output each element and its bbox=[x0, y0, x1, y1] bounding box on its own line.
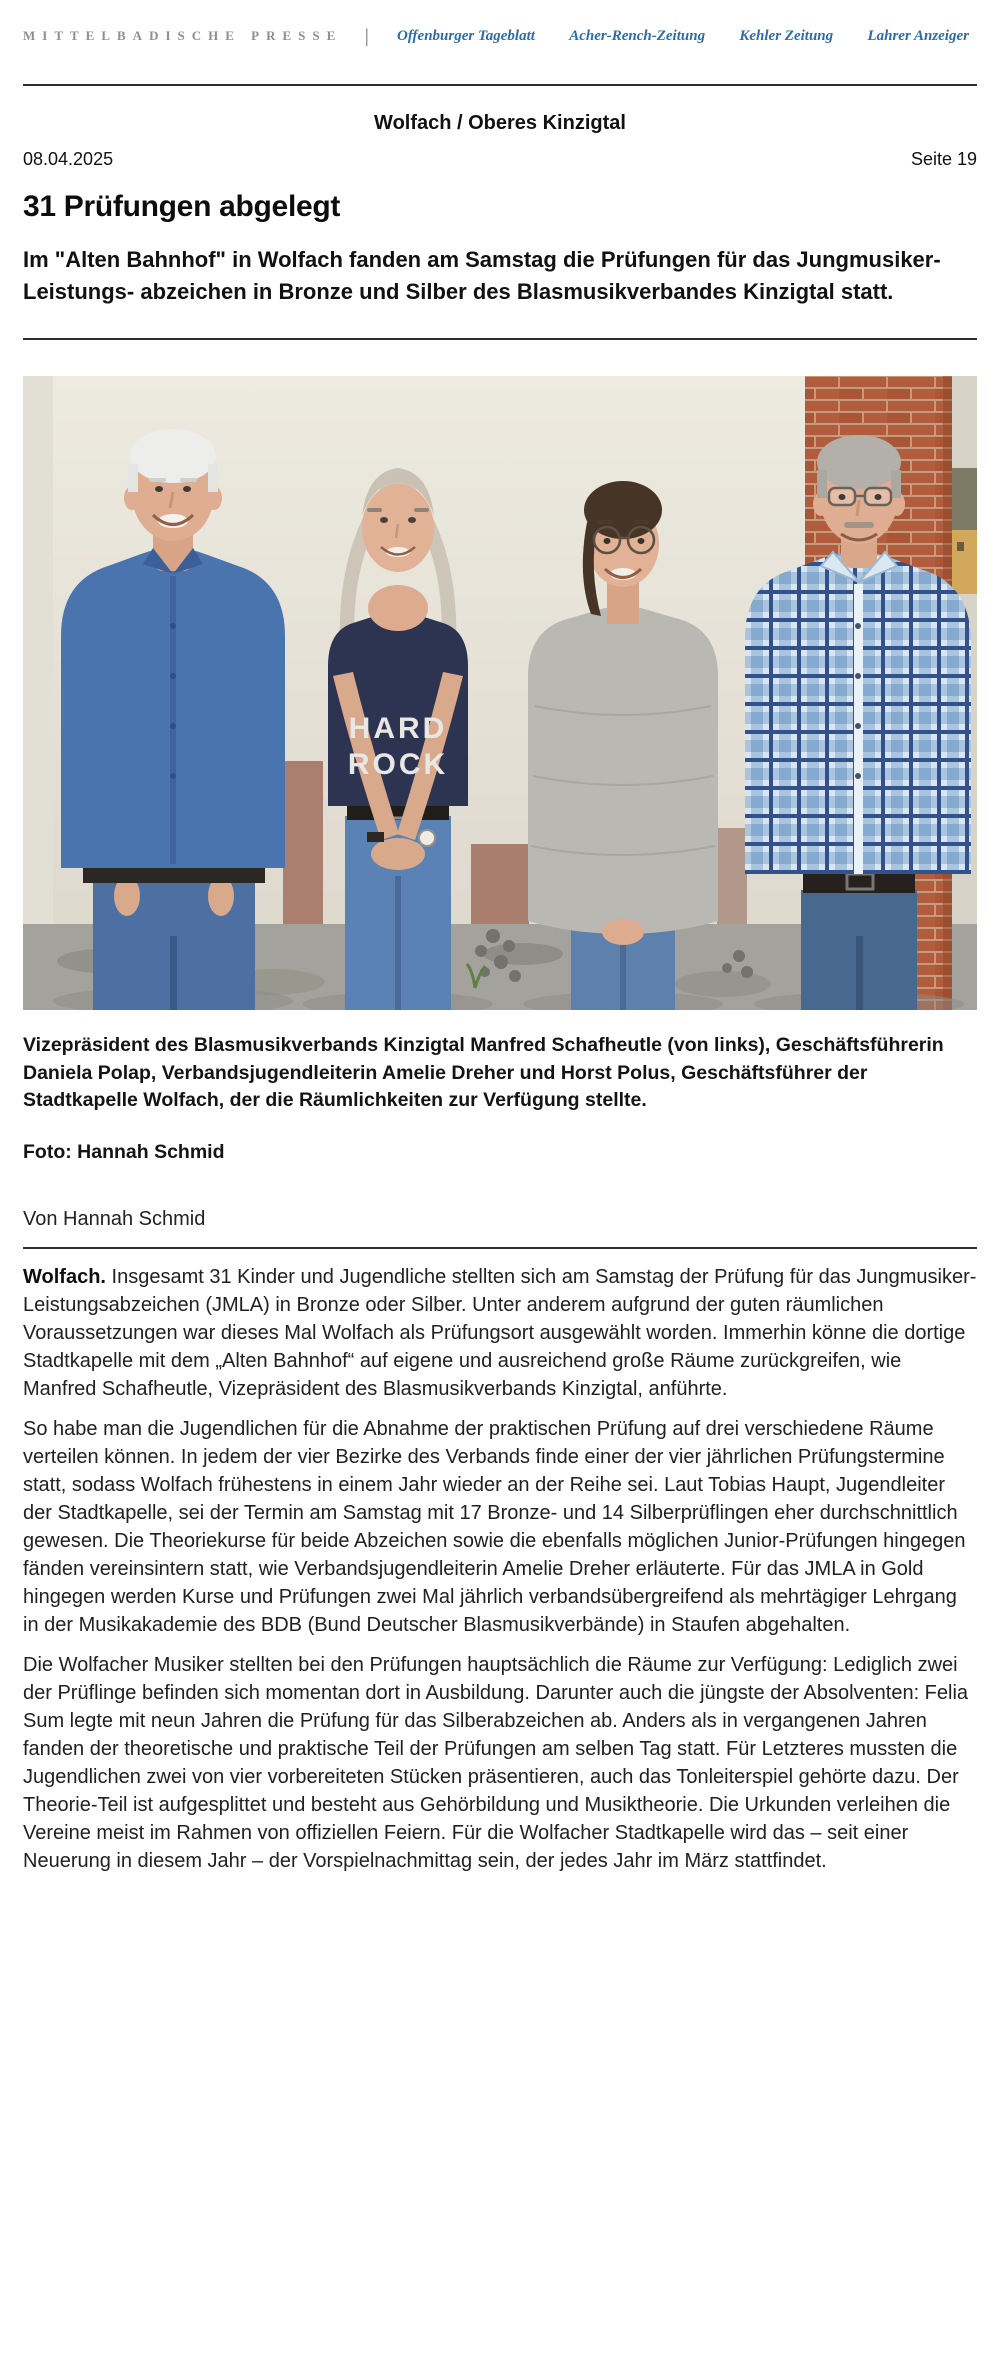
meta-row bbox=[23, 149, 977, 170]
article-body bbox=[23, 1263, 977, 1875]
paragraph-text: Die Wolfacher Musiker stellten bei den Prüfungen hauptsächlich die Räume zur Verfügung: Lediglich zwei der Prüflinge befinden sich momentan dort in Ausbildung. Darunter auch die jüngste der Absolventen: Felia Sum legte mit neun Jahren die Prüfung für das Silberabzeichen ab. Anders als in vergangenen Jahren fanden der theoretische und praktische Teil der Prüfungen am selben Tag statt. Für Letzteres mussten die Jugendlichen zwei von vier vorbereiteten Stücken präsentieren, auch das Tonleiterspiel gehörte dazu. Der Theorie-Teil ist aufgesplittet und besteht aus Gehörbildung und Musiktheorie. Die Urkunden verleihen die Vereine meist im Rahmen von offiziellen Feiern. Für die Wolfacher Stadtkapelle wird das – seit einer Neuerung in diesem Jahr – der Vorspielnachmittag sein, der jedes Jahr im März stattfindet. bbox=[23, 1653, 969, 1872]
paper-logo-acher-rench-zeitung: Acher-Rench-Zeitung bbox=[569, 27, 706, 44]
person-4-hair bbox=[817, 435, 901, 489]
article-teaser: Im "Alten Bahnhof" in Wolfach fanden am Samstag die Prüfungen für das Jungmusiker-Leistungs- abzeichen in Bronze und Silber des Blasmusikverbandes Kinzigtal statt. bbox=[23, 247, 941, 304]
person-1-hair bbox=[130, 429, 216, 483]
byline-divider-rule bbox=[23, 1247, 977, 1249]
author-byline: Von Hannah Schmid bbox=[23, 1207, 206, 1230]
article-paragraph-3 bbox=[23, 1651, 977, 1875]
article-headline: 31 Prüfungen abgelegt bbox=[23, 190, 341, 223]
background-house bbox=[952, 530, 977, 594]
article-paragraph-2 bbox=[23, 1415, 977, 1639]
top-divider-rule bbox=[23, 84, 977, 86]
brand-wordmark: MITTELBADISCHE PRESSE bbox=[23, 28, 343, 43]
shirt-text-line1: HARD bbox=[348, 711, 448, 745]
paragraph-lead: Wolfach. bbox=[23, 1265, 106, 1288]
article-photo bbox=[23, 376, 977, 1010]
page-number: Seite 19 bbox=[910, 149, 977, 169]
article-paragraph-1 bbox=[23, 1263, 977, 1403]
newspaper-masthead bbox=[23, 0, 977, 54]
publication-date: 08.04.2025 bbox=[23, 149, 114, 169]
paper-logo-offenburger-tageblatt: Offenburger Tageblatt bbox=[397, 27, 535, 44]
masthead-divider: | bbox=[364, 25, 369, 46]
photo-credit: Foto: Hannah Schmid bbox=[23, 1140, 225, 1163]
section-title: Wolfach / Oberes Kinzigtal bbox=[374, 112, 626, 134]
teaser-divider-rule bbox=[23, 338, 977, 340]
shirt-text-line2: ROCK bbox=[347, 747, 449, 781]
paragraph-text: Insgesamt 31 Kinder und Jugendliche stellten sich am Samstag der Prüfung für das Jungmusiker-Leistungsabzeichen (JMLA) in Bronze oder Silber. Unter anderem aufgrund der guten räumlichen Voraussetzungen war dieses Mal Wolfach als Prüfungsort ausgewählt worden. Immerhin könne die dortige Stadtkapelle mit dem „Alten Bahnhof“ auf eigene und ausreichend große Räume zurückgreifen, wie Manfred Schafheutle, Vizepräsident des Blasmusikverbands Kinzigtal, anführte. bbox=[23, 1265, 977, 1400]
paper-logo-lahrer-anzeiger: Lahrer Anzeiger bbox=[867, 27, 969, 44]
paper-logo-kehler-zeitung: Kehler Zeitung bbox=[739, 27, 834, 44]
group-photo-illustration bbox=[23, 376, 977, 1010]
person-3-sweater bbox=[528, 606, 718, 934]
paper-logos bbox=[397, 28, 977, 45]
paragraph-text: So habe man die Jugendlichen für die Abnahme der praktischen Prüfung auf drei verschiedene Räume verteilen können. In jedem der vier Bezirke des Verbands finde einer der vier jährlichen Prüfungstermine statt, sodass Wolfach frühestens in einem Jahr wieder an der Reihe sei. Laut Tobias Haupt, Jugendleiter der Stadtkapelle, sei der Termin am Samstag mit 17 Bronze- und 14 Silberprüflingen eher durchschnittlich gewesen. Die Theoriekurse für beide Abzeichen sowie die ebenfalls möglichen Junior-Prüfungen hingegen fänden vereinsintern statt, wie Verbandsjugendleiterin Amelie Dreher erläuterte. Für das JMLA in Gold hingegen werden Kurse und Prüfungen zwei Mal jährlich verbandsübergreifend als mehrtägiger Lehrgang in der Musikakademie des BDB (Bund Deutscher Blasmusikverbände) in Staufen abgehalten. bbox=[23, 1417, 966, 1636]
photo-caption: Vizepräsident des Blasmusikverbands Kinzigtal Manfred Schafheutle (von links), Geschäftsführerin Daniela Polap, Verbandsjugendleiterin Amelie Dreher und Horst Polus, Geschäftsführer der Stadtkapelle Wolfach, der die Räumlichkeiten zur Verfügung stellte. bbox=[23, 1033, 944, 1112]
